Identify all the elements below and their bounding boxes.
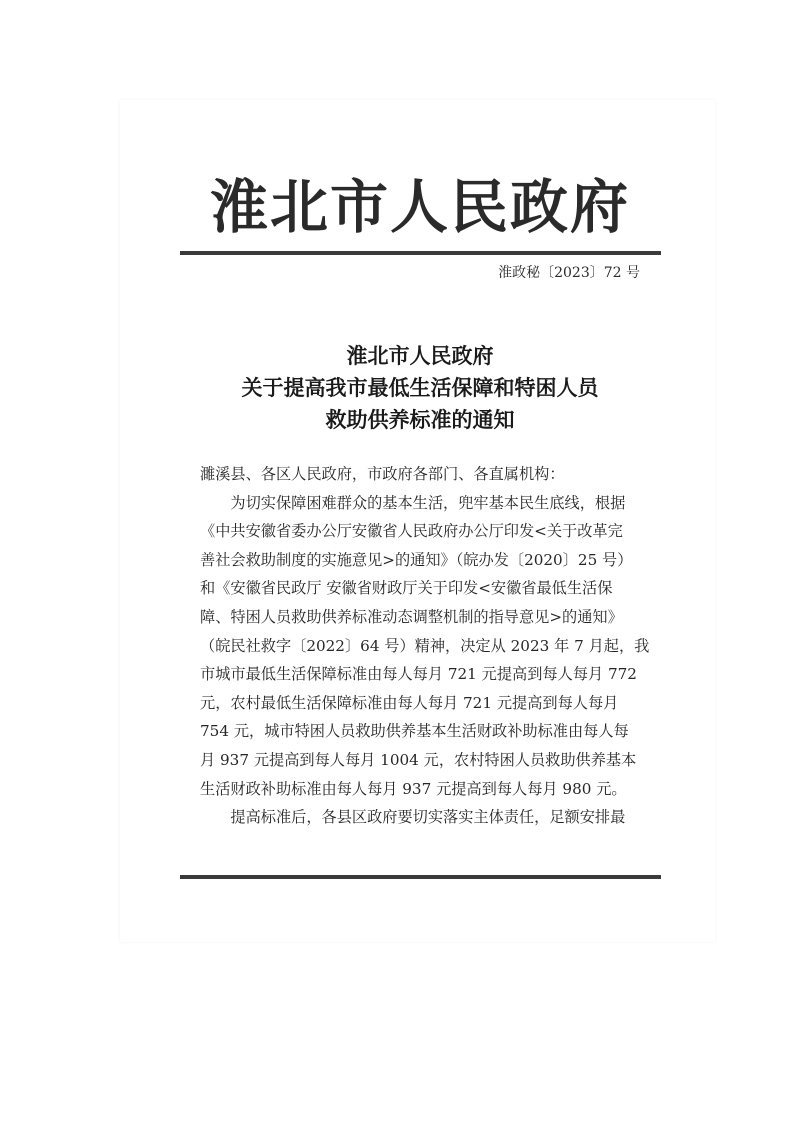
body-line: 生活财政补助标准由每人每月 937 元提高到每人每月 980 元。 [200,779,627,798]
title-line: 淮北市人民政府 [346,343,494,368]
body-line: 市城市最低生活保障标准由每人每月 721 元提高到每人每月 772 [200,665,637,684]
body-line: 为切实保障困难群众的基本生活，兜牢基本民生底线，根据 [200,493,626,512]
title-line: 救助供养标准的通知 [325,407,515,432]
addressee-line: 濉溪县、各区人民政府，市政府各部门、各直属机构： [200,465,565,483]
body-line: 月 937 元提高到每人每月 1004 元，农村特困人员救助供养基本 [200,750,637,769]
body-line: 善社会救助制度的实施意见>的通知》（皖办发〔2020〕25 号） [200,550,633,569]
document-number: 淮政秘〔2023〕72 号 [498,265,640,281]
body-line: 元，农村最低生活保障标准由每人每月 721 元提高到每人每月 [200,693,619,712]
body-line: 754 元，城市特困人员救助供养基本生活财政补助标准由每人每 [200,722,629,741]
body-line: 和《安徽省民政厅 安徽省财政厅关于印发<安徽省最低生活保 [200,579,613,598]
title-line: 关于提高我市最低生活保障和特困人员 [241,375,599,400]
body-line: 提高标准后，各县区政府要切实落实主体责任，足额安排最 [200,808,626,827]
document-title [180,340,660,436]
document-body [200,460,650,832]
header-divider [180,251,661,255]
body-line: 《中共安徽省委办公厅安徽省人民政府办公厅印发<关于改革完 [200,522,623,541]
body-line: 障、特困人员救助供养标准动态调整机制的指导意见>的通知》 [200,607,623,626]
body-line: （皖民社救字〔2022〕64 号）精神，决定从 2023 年 7 月起，我 [200,636,650,655]
masthead-title: 淮北市人民政府 [209,173,630,241]
footer-divider [180,875,661,879]
